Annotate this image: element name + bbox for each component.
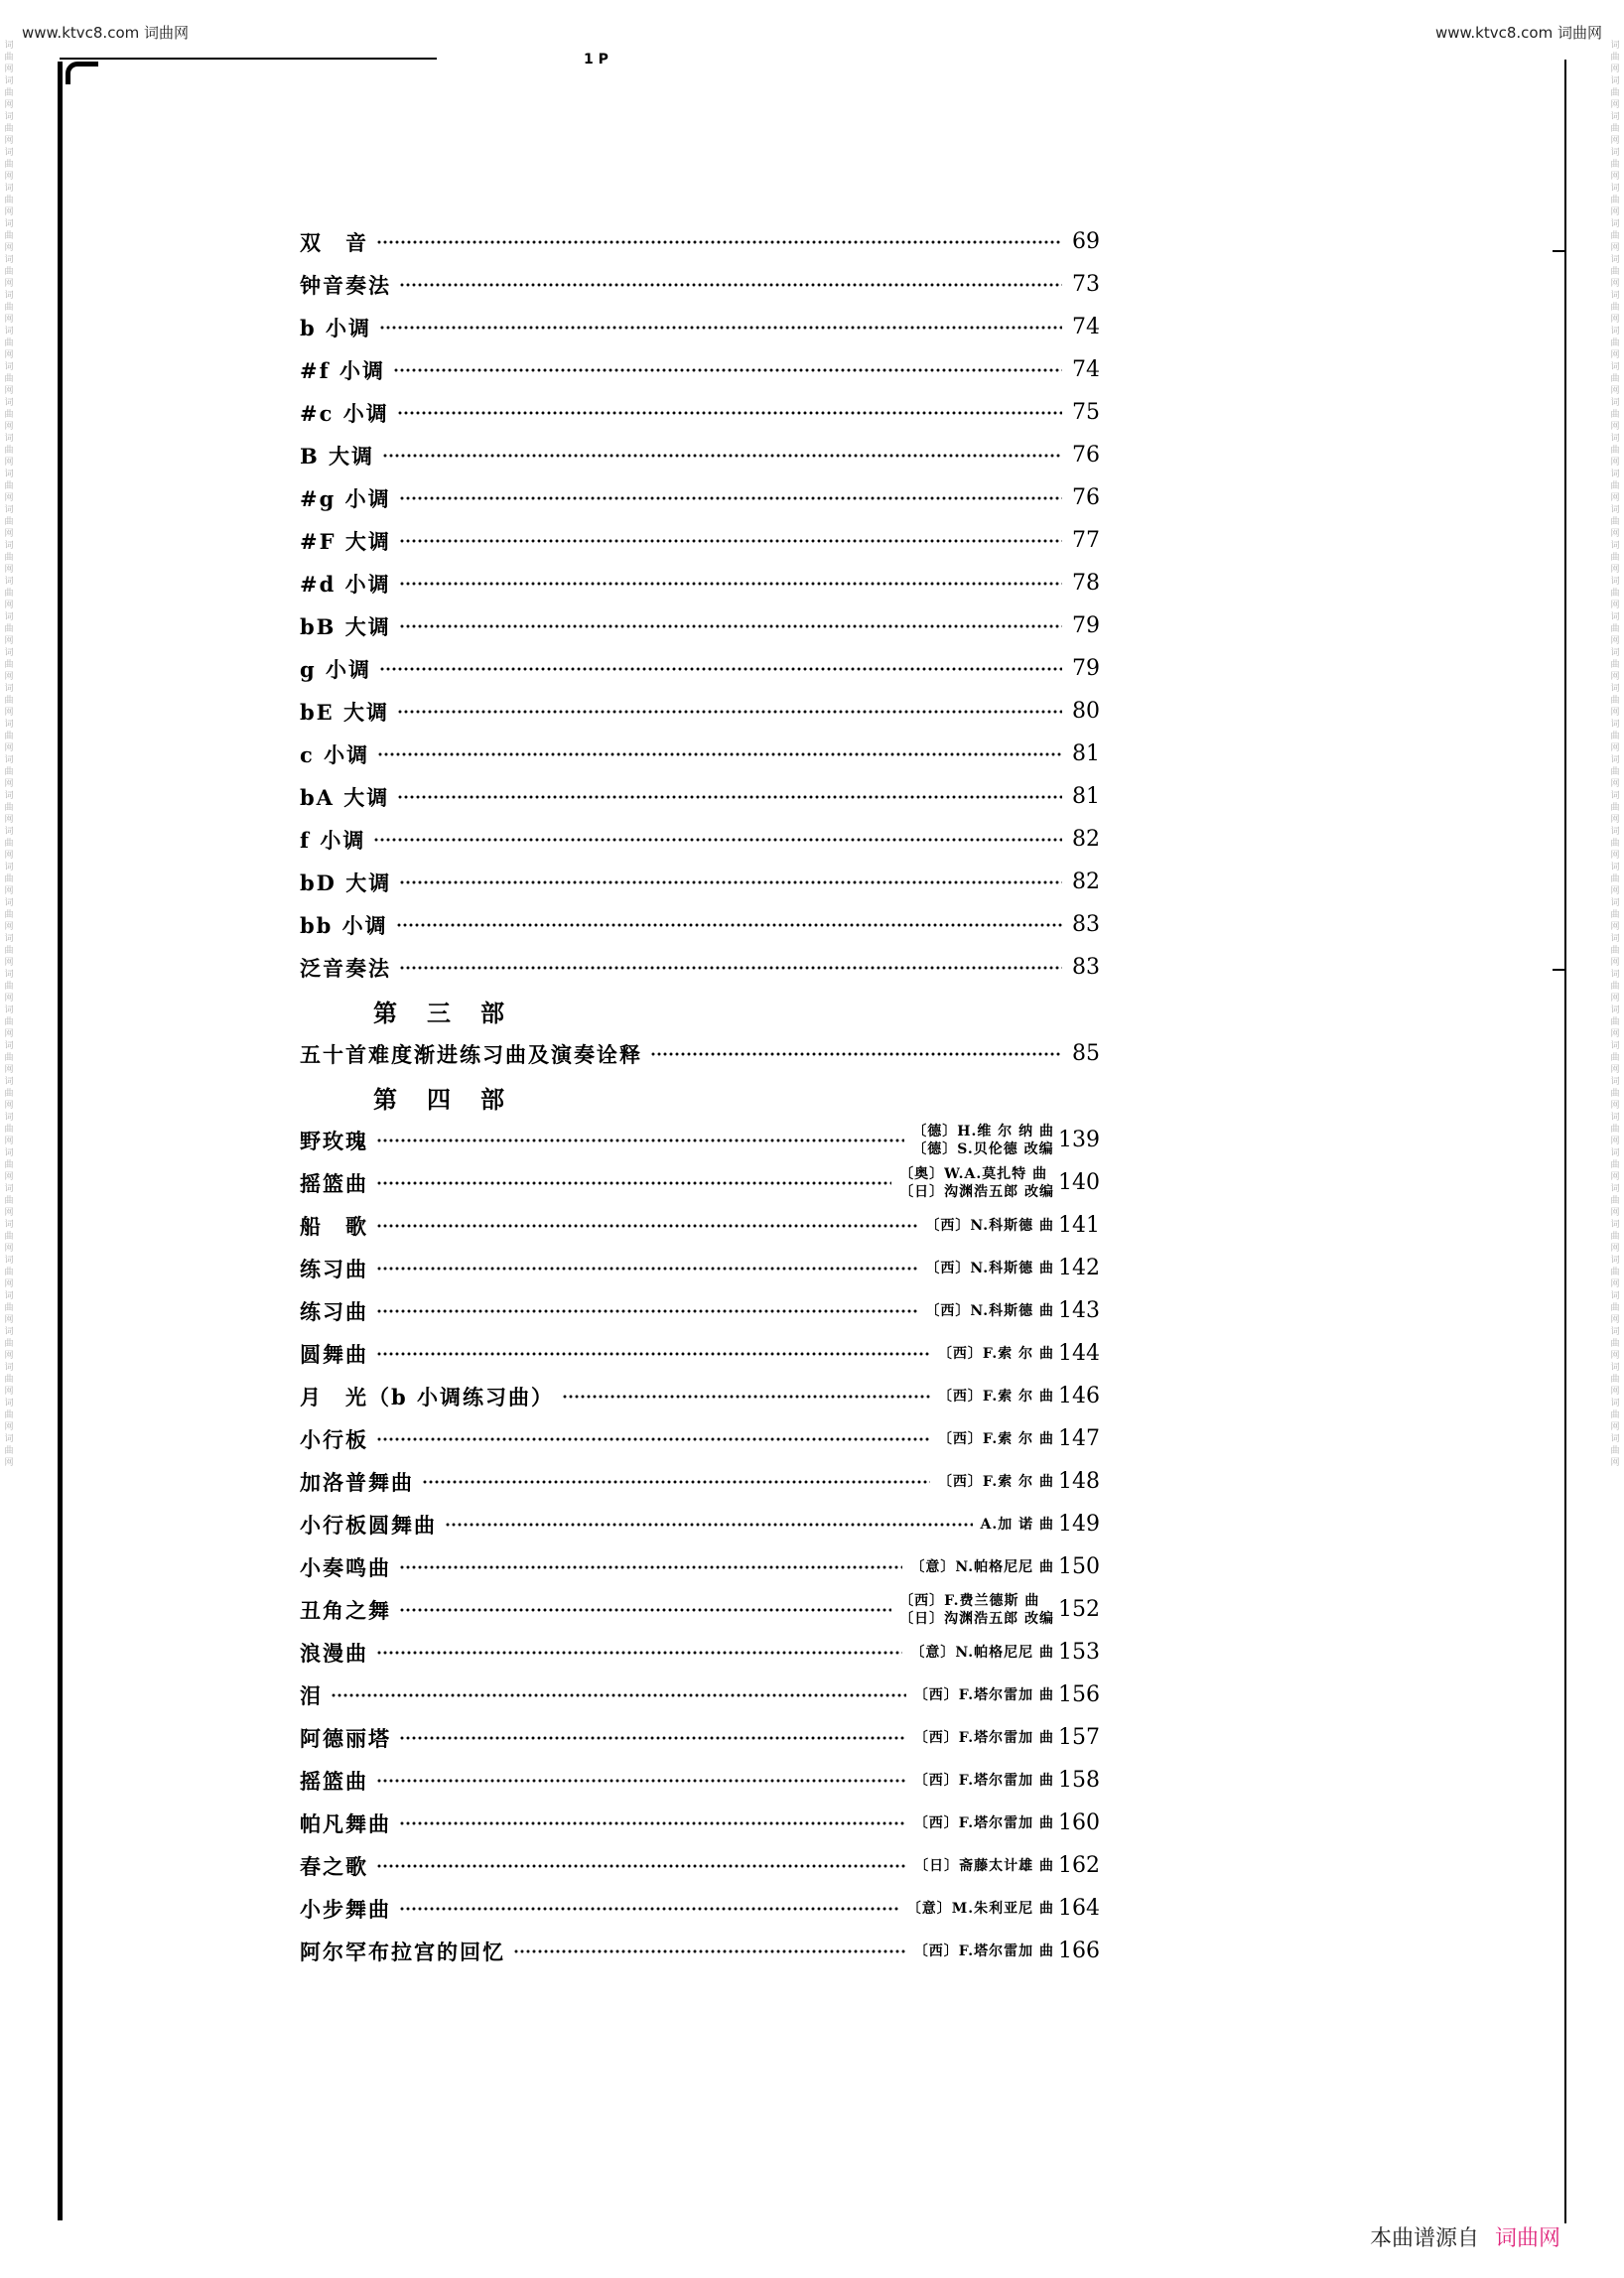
entry-title: 小行板圆舞曲 xyxy=(300,1512,437,1538)
dot-leader xyxy=(376,1266,917,1272)
entry-attribution xyxy=(914,1814,1054,1832)
dot-leader xyxy=(422,1479,930,1485)
entry-page-number: 142 xyxy=(1058,1256,1100,1280)
entry-title: f 小调 xyxy=(300,827,366,853)
entry-page-number: 69 xyxy=(1072,229,1100,254)
attribution-line: 〔日〕斋藤太计雄 曲 xyxy=(914,1857,1054,1874)
entry-page-number: 164 xyxy=(1058,1896,1100,1921)
dot-leader xyxy=(376,1180,891,1186)
entry-attribution xyxy=(938,1430,1054,1448)
attribution-line: 〔西〕F.索 尔 曲 xyxy=(937,1345,1054,1362)
footer-brand[interactable]: 词曲网 xyxy=(1495,2226,1561,2251)
entry-title: c 小调 xyxy=(300,741,370,767)
entry-page-number: 80 xyxy=(1072,699,1100,724)
entry-attribution xyxy=(914,1943,1054,1960)
toc-entry xyxy=(300,1930,1100,1972)
entry-attribution xyxy=(912,1123,1054,1158)
toc-entry xyxy=(300,818,1100,861)
table-of-contents xyxy=(300,220,1100,1972)
entry-title: 钟音奏法 xyxy=(300,272,391,298)
toc-entry xyxy=(300,1032,1100,1075)
entry-page-number: 74 xyxy=(1072,357,1100,382)
attribution-line: 〔西〕F.塔尔雷加 曲 xyxy=(913,1686,1054,1703)
toc-entry xyxy=(300,1332,1100,1375)
attribution-line: 〔日〕沟渊浩五郎 改编 xyxy=(899,1183,1054,1200)
entry-title: #g 小调 xyxy=(300,485,391,511)
entry-page-number: 160 xyxy=(1058,1810,1100,1835)
part4-heading: 第四部 xyxy=(373,1084,534,1114)
toc-entry xyxy=(300,1545,1100,1588)
entry-page-number: 162 xyxy=(1058,1853,1100,1878)
entry-title: 月 光（b 小调练习曲） xyxy=(300,1384,554,1409)
toc-entry xyxy=(300,1759,1100,1802)
entry-title: bE 大调 xyxy=(300,699,390,725)
entry-attribution xyxy=(981,1516,1054,1534)
dot-leader xyxy=(399,1607,891,1613)
attribution-line: 〔西〕F.索 尔 曲 xyxy=(937,1388,1054,1405)
entry-page-number: 158 xyxy=(1058,1768,1100,1793)
toc-entry xyxy=(300,1375,1100,1417)
dot-leader xyxy=(376,1778,906,1784)
attribution-line: 〔西〕F.塔尔雷加 曲 xyxy=(913,1772,1054,1789)
dot-leader xyxy=(331,1692,906,1698)
toc-entry xyxy=(300,861,1100,903)
entry-attribution xyxy=(914,1686,1054,1704)
toc-entry xyxy=(300,1119,1100,1161)
attribution-line: 〔西〕N.科斯德 曲 xyxy=(925,1217,1054,1234)
attribution-line: 〔西〕N.科斯德 曲 xyxy=(925,1260,1054,1276)
toc-entry xyxy=(300,263,1100,306)
entry-attribution xyxy=(914,1772,1054,1790)
attribution-line: 〔德〕S.贝伦德 改编 xyxy=(912,1140,1054,1157)
toc-entry xyxy=(300,348,1100,391)
dot-leader xyxy=(513,1948,906,1954)
dot-leader xyxy=(376,239,1062,245)
dot-leader xyxy=(399,538,1062,544)
entry-page-number: 147 xyxy=(1058,1426,1100,1451)
entry-title: 小奏鸣曲 xyxy=(300,1554,391,1580)
left-border-corner xyxy=(66,62,98,84)
entry-attribution xyxy=(938,1388,1054,1406)
dot-leader xyxy=(399,495,1062,501)
entry-page-number: 153 xyxy=(1058,1640,1100,1665)
entry-page-number: 77 xyxy=(1072,528,1100,553)
attribution-line: 〔西〕F.塔尔雷加 曲 xyxy=(913,1943,1054,1959)
entry-title: 阿德丽塔 xyxy=(300,1725,391,1751)
entry-attribution xyxy=(938,1345,1054,1363)
toc-entry xyxy=(300,220,1100,263)
toc-entry xyxy=(300,690,1100,733)
dot-leader xyxy=(373,837,1062,843)
entry-attribution xyxy=(899,1165,1054,1201)
entry-title: bD 大调 xyxy=(300,870,392,895)
dot-leader xyxy=(562,1394,930,1400)
entry-title: 五十首难度渐进练习曲及演奏诠释 xyxy=(300,1041,642,1067)
entry-page-number: 73 xyxy=(1072,272,1100,297)
entry-attribution xyxy=(914,1857,1054,1875)
entry-page-number: 76 xyxy=(1072,443,1100,468)
toc-entry xyxy=(300,1460,1100,1503)
entry-page-number: 152 xyxy=(1058,1597,1100,1622)
toc-entry xyxy=(300,903,1100,946)
attribution-line: 〔奥〕W.A.莫扎特 曲 xyxy=(899,1165,1048,1182)
toc-entry xyxy=(300,1503,1100,1545)
toc-entry xyxy=(300,1289,1100,1332)
entry-page-number: 157 xyxy=(1058,1725,1100,1750)
entry-page-number: 85 xyxy=(1072,1041,1100,1066)
entry-page-number: 140 xyxy=(1058,1170,1100,1195)
entry-page-number: 74 xyxy=(1072,315,1100,339)
part3-list xyxy=(300,1032,1100,1075)
dot-leader xyxy=(376,1351,930,1357)
watermark-right: www.ktvc8.com 词曲网 xyxy=(1434,24,1602,42)
entry-title: 小步舞曲 xyxy=(300,1896,391,1922)
toc-entry xyxy=(300,1674,1100,1716)
toc-entry xyxy=(300,1887,1100,1930)
entry-attribution xyxy=(914,1729,1054,1747)
toc-entry xyxy=(300,1844,1100,1887)
entry-attribution xyxy=(925,1302,1054,1320)
dot-leader xyxy=(397,709,1062,715)
entry-title: 船 歌 xyxy=(300,1213,368,1239)
dot-leader xyxy=(399,623,1062,629)
attribution-line: 〔西〕F.塔尔雷加 曲 xyxy=(913,1814,1054,1831)
attribution-line: 〔意〕M.朱利亚尼 曲 xyxy=(906,1900,1054,1917)
entry-title: 丑角之舞 xyxy=(300,1597,391,1623)
dot-leader xyxy=(376,1863,906,1869)
toc-entry xyxy=(300,1417,1100,1460)
entry-attribution xyxy=(938,1473,1054,1491)
entry-page-number: 148 xyxy=(1058,1469,1100,1494)
entry-page-number: 166 xyxy=(1058,1939,1100,1963)
entry-attribution xyxy=(925,1260,1054,1277)
dot-leader xyxy=(382,453,1062,459)
toc-entry xyxy=(300,1631,1100,1674)
entry-title: 泪 xyxy=(300,1682,323,1708)
dot-leader xyxy=(377,751,1062,757)
dot-leader xyxy=(399,1735,906,1741)
toc-entry xyxy=(300,306,1100,348)
entry-title: 双 音 xyxy=(300,229,368,255)
entry-title: B 大调 xyxy=(300,443,375,469)
entry-title: 摇篮曲 xyxy=(300,1768,368,1794)
part3-heading: 第三部 xyxy=(373,998,534,1027)
entry-attribution xyxy=(907,1900,1054,1918)
toc-entry xyxy=(300,519,1100,562)
entry-page-number: 82 xyxy=(1072,870,1100,894)
toc-entry xyxy=(300,391,1100,434)
dot-leader xyxy=(399,581,1062,587)
entry-title: 浪漫曲 xyxy=(300,1640,368,1666)
attribution-line: 〔西〕F.索 尔 曲 xyxy=(937,1430,1054,1447)
dot-leader xyxy=(399,965,1062,971)
dot-leader xyxy=(379,666,1062,672)
toc-entry xyxy=(300,1161,1100,1204)
entry-page-number: 146 xyxy=(1058,1384,1100,1408)
entry-title: 帕凡舞曲 xyxy=(300,1810,391,1836)
top-rule xyxy=(60,58,437,60)
dot-leader xyxy=(379,325,1062,331)
side-watermark-right: 词曲网词曲网词曲网词曲网词曲网词曲网词曲网词曲网词曲网词曲网词曲网词曲网词曲网词曲网词曲网词曲网词曲网词曲网词曲网词曲网词曲网词曲网词曲网词曲网词曲网词曲网词曲网词曲网词曲网词曲网词曲网词曲网词曲网词曲网词曲网词曲网词曲网词曲网词曲网词曲网 xyxy=(1610,41,1620,1468)
entry-page-number: 75 xyxy=(1072,400,1100,425)
toc-entry xyxy=(300,562,1100,604)
dot-leader xyxy=(399,1820,906,1826)
entry-title: #F 大调 xyxy=(300,528,391,554)
entry-title: 加洛普舞曲 xyxy=(300,1469,414,1495)
dot-leader xyxy=(650,1051,1062,1057)
entry-title: 泛音奏法 xyxy=(300,955,391,981)
dot-leader xyxy=(445,1522,973,1528)
attribution-line: 〔日〕沟渊浩五郎 改编 xyxy=(899,1610,1054,1627)
toc-entry xyxy=(300,1802,1100,1844)
dot-leader xyxy=(397,410,1062,416)
right-border xyxy=(1564,60,1566,2223)
dot-leader xyxy=(399,1906,899,1912)
footer-label: 本曲谱源自 xyxy=(1370,2226,1480,2251)
dot-leader xyxy=(376,1223,917,1229)
dot-leader xyxy=(376,1436,930,1442)
entry-page-number: 79 xyxy=(1072,656,1100,681)
dot-leader xyxy=(376,1650,902,1656)
entry-page-number: 82 xyxy=(1072,827,1100,852)
toc-entry xyxy=(300,1716,1100,1759)
entry-title: 练习曲 xyxy=(300,1256,368,1281)
entry-title: #f 小调 xyxy=(300,357,385,383)
attribution-line: 〔西〕N.科斯德 曲 xyxy=(925,1302,1054,1319)
toc-entry xyxy=(300,647,1100,690)
dot-leader xyxy=(376,1308,917,1314)
entry-page-number: 149 xyxy=(1058,1512,1100,1537)
watermark-left: www.ktvc8.com 词曲网 xyxy=(22,24,190,42)
dot-leader xyxy=(399,879,1062,885)
entry-attribution xyxy=(899,1592,1054,1628)
entry-page-number: 143 xyxy=(1058,1298,1100,1323)
entry-page-number: 141 xyxy=(1058,1213,1100,1238)
left-border xyxy=(58,62,63,2220)
attribution-line: 〔西〕F.索 尔 曲 xyxy=(937,1473,1054,1490)
attribution-line: A.加 诺 曲 xyxy=(980,1516,1054,1533)
entry-page-number: 78 xyxy=(1072,571,1100,596)
entry-title: #d 小调 xyxy=(300,571,391,597)
toc-entry xyxy=(300,775,1100,818)
attribution-line: 〔意〕N.帕格尼尼 曲 xyxy=(910,1644,1054,1661)
entry-attribution xyxy=(910,1558,1054,1576)
entry-page-number: 139 xyxy=(1058,1128,1100,1152)
entry-page-number: 83 xyxy=(1072,955,1100,980)
entry-title: 春之歌 xyxy=(300,1853,368,1879)
right-border-tick xyxy=(1553,250,1566,252)
entry-page-number: 81 xyxy=(1072,784,1100,809)
attribution-line: 〔德〕H.维 尔 纳 曲 xyxy=(912,1123,1054,1139)
entry-title: #c 小调 xyxy=(300,400,389,426)
toc-entry xyxy=(300,434,1100,476)
toc-entry xyxy=(300,1588,1100,1631)
toc-entry xyxy=(300,476,1100,519)
toc-entry xyxy=(300,946,1100,989)
dot-leader xyxy=(399,282,1062,288)
entry-page-number: 156 xyxy=(1058,1682,1100,1707)
entry-page-number: 76 xyxy=(1072,485,1100,510)
entry-title: bb 小调 xyxy=(300,912,388,938)
entry-page-number: 150 xyxy=(1058,1554,1100,1579)
side-watermark-left: 词曲网词曲网词曲网词曲网词曲网词曲网词曲网词曲网词曲网词曲网词曲网词曲网词曲网词曲网词曲网词曲网词曲网词曲网词曲网词曲网词曲网词曲网词曲网词曲网词曲网词曲网词曲网词曲网词曲网词曲网词曲网词曲网词曲网词曲网词曲网词曲网词曲网词曲网词曲网词曲网 xyxy=(4,41,14,1468)
entry-page-number: 79 xyxy=(1072,613,1100,638)
dot-leader xyxy=(399,1564,902,1570)
entry-attribution xyxy=(910,1644,1054,1662)
entry-title: bA 大调 xyxy=(300,784,390,810)
entry-title: bB 大调 xyxy=(300,613,391,639)
entry-title: 摇篮曲 xyxy=(300,1170,368,1196)
entry-page-number: 83 xyxy=(1072,912,1100,937)
entry-title: 野玫瑰 xyxy=(300,1128,368,1153)
dot-leader xyxy=(396,922,1062,928)
part4-list xyxy=(300,1119,1100,1972)
entry-title: 圆舞曲 xyxy=(300,1341,368,1367)
toc-entry xyxy=(300,733,1100,775)
attribution-line: 〔西〕F.费兰德斯 曲 xyxy=(899,1592,1040,1609)
dot-leader xyxy=(376,1138,904,1143)
dot-leader xyxy=(393,367,1062,373)
footer xyxy=(1370,2221,1560,2252)
toc-entry xyxy=(300,1247,1100,1289)
header-mark: 1 P xyxy=(584,52,609,67)
attribution-line: 〔意〕N.帕格尼尼 曲 xyxy=(910,1558,1054,1575)
entry-title: 小行板 xyxy=(300,1426,368,1452)
dot-leader xyxy=(397,794,1062,800)
attribution-line: 〔西〕F.塔尔雷加 曲 xyxy=(913,1729,1054,1746)
entry-title: g 小调 xyxy=(300,656,371,682)
entry-title: 练习曲 xyxy=(300,1298,368,1324)
toc-entry xyxy=(300,604,1100,647)
toc-entry xyxy=(300,1204,1100,1247)
entry-page-number: 144 xyxy=(1058,1341,1100,1366)
entry-title: b 小调 xyxy=(300,315,371,340)
entry-page-number: 81 xyxy=(1072,741,1100,766)
right-border-tick xyxy=(1553,969,1566,971)
entry-title: 阿尔罕布拉宫的回忆 xyxy=(300,1939,505,1964)
part2-list xyxy=(300,220,1100,989)
entry-attribution xyxy=(925,1217,1054,1235)
